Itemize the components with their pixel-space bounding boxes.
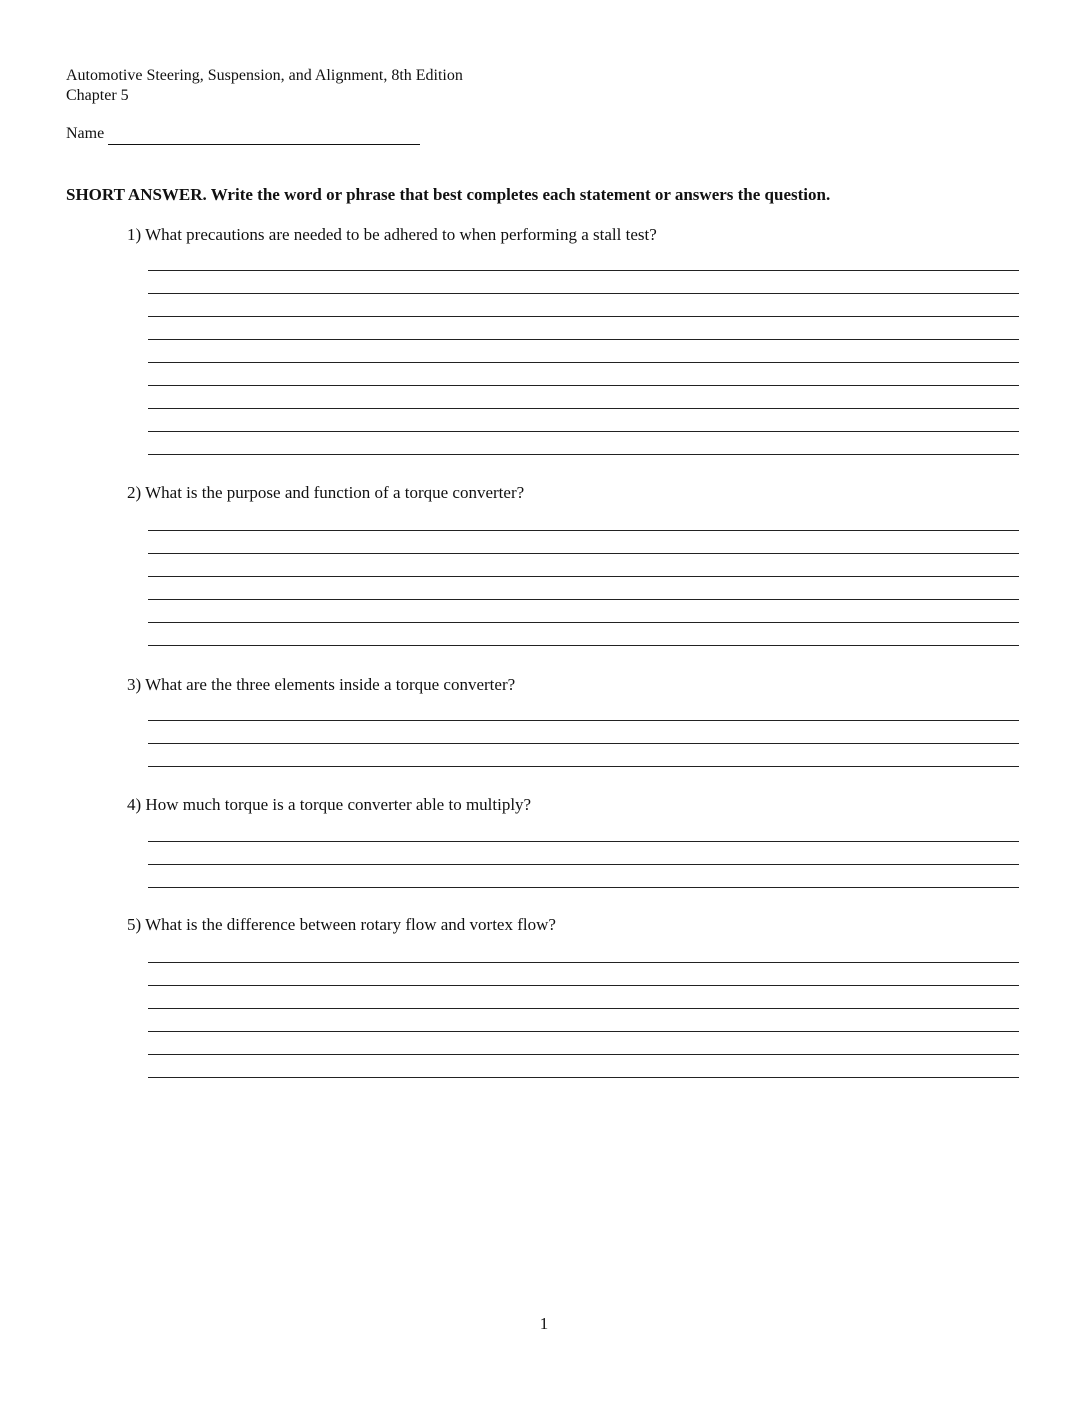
question-1: 1) What precautions are needed to be adhered to when performing a stall test? bbox=[127, 225, 657, 244]
answer-line[interactable] bbox=[148, 599, 1019, 600]
name-field-line[interactable] bbox=[108, 144, 420, 145]
answer-line[interactable] bbox=[148, 576, 1019, 577]
answer-line[interactable] bbox=[148, 270, 1019, 271]
answer-line[interactable] bbox=[148, 622, 1019, 623]
answer-line[interactable] bbox=[148, 766, 1019, 767]
document-title: Automotive Steering, Suspension, and Alignment, 8th Edition bbox=[66, 67, 463, 84]
answer-line[interactable] bbox=[148, 316, 1019, 317]
section-instructions: SHORT ANSWER. Write the word or phrase that best completes each statement or answers the question. bbox=[66, 185, 831, 204]
answer-line[interactable] bbox=[148, 408, 1019, 409]
answer-line[interactable] bbox=[148, 887, 1019, 888]
answer-line[interactable] bbox=[148, 743, 1019, 744]
answer-line[interactable] bbox=[148, 530, 1019, 531]
page-number: 1 bbox=[539, 1314, 549, 1333]
answer-line[interactable] bbox=[148, 1077, 1019, 1078]
answer-line[interactable] bbox=[148, 553, 1019, 554]
answer-line[interactable] bbox=[148, 1008, 1019, 1009]
answer-line[interactable] bbox=[148, 454, 1019, 455]
question-2: 2) What is the purpose and function of a torque converter? bbox=[127, 483, 525, 502]
question-3: 3) What are the three elements inside a torque converter? bbox=[127, 675, 516, 694]
answer-line[interactable] bbox=[148, 362, 1019, 363]
answer-line[interactable] bbox=[148, 841, 1019, 842]
answer-line[interactable] bbox=[148, 645, 1019, 646]
answer-line[interactable] bbox=[148, 339, 1019, 340]
name-label: Name bbox=[66, 125, 105, 142]
answer-line[interactable] bbox=[148, 1054, 1019, 1055]
answer-line[interactable] bbox=[148, 962, 1019, 963]
question-4: 4) How much torque is a torque converter able to multiply? bbox=[127, 795, 532, 814]
answer-line[interactable] bbox=[148, 385, 1019, 386]
answer-line[interactable] bbox=[148, 431, 1019, 432]
answer-line[interactable] bbox=[148, 1031, 1019, 1032]
answer-line[interactable] bbox=[148, 985, 1019, 986]
answer-line[interactable] bbox=[148, 864, 1019, 865]
chapter-label: Chapter 5 bbox=[66, 87, 129, 104]
answer-line[interactable] bbox=[148, 293, 1019, 294]
answer-line[interactable] bbox=[148, 720, 1019, 721]
question-5: 5) What is the difference between rotary flow and vortex flow? bbox=[127, 915, 556, 934]
